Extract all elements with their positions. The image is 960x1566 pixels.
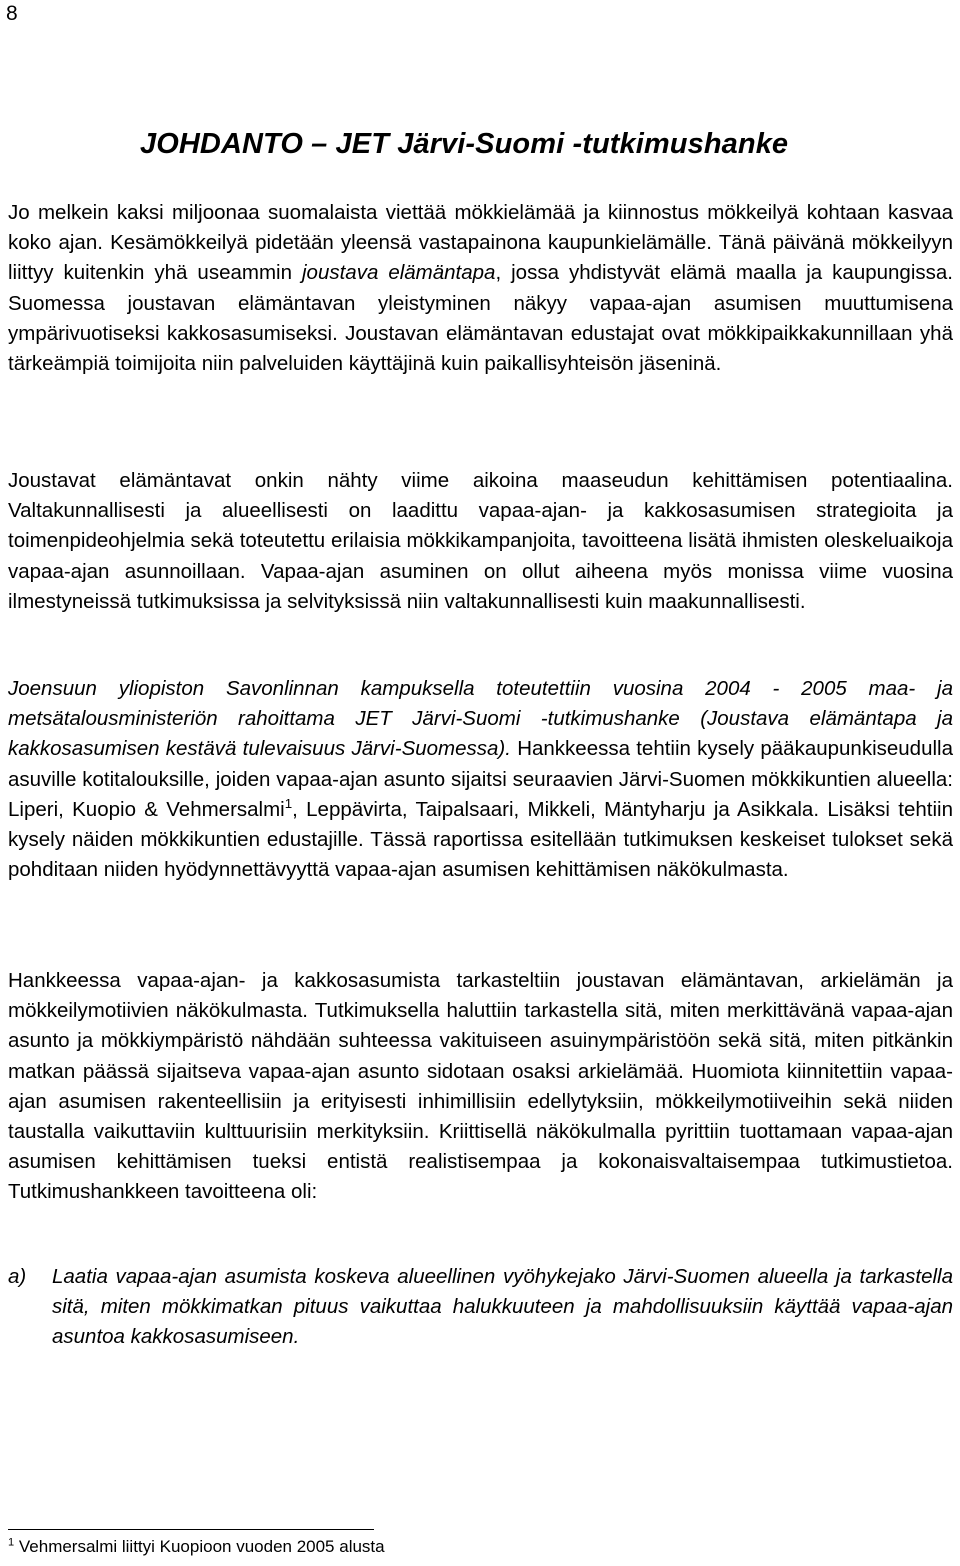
paragraph-text: Jo melkein kaksi miljoonaa suomalaista viettää mökkielämää ja kiinnostus mökkeilyä kohtaan kasvaa koko ajan. Kesämökkeilyä pidetään yleensä vastapainona kaupunkielämälle. Tänä päivänä mökkeilyyn liittyy kuitenkin yhä useammin bbox=[8, 201, 953, 285]
emphasis-text: joustava elämäntapa bbox=[301, 261, 496, 285]
page-number: 8 bbox=[6, 2, 18, 25]
paragraph-perspective: Hankkeessa vapaa-ajan- ja kakkosasumista tarkasteltiin joustavan elämäntavan, arkielämän ja mökkeilymotiivien näkökulmasta. Tutkimuksella haluttiin tarkastella sitä, miten merkittävänä vapaa-ajan asunto ja mökkiympäristö nähdään suhteessa vakituiseen asuinympäristöön sekä sitä, miten pitkänkin matkan päässä sijaitseva vapaa-ajan asunto sidotaan osaksi arkielämää. Huomiota kiinnitettiin vapaa-ajan asumisen rakenteellisiin ja erityisesti inhimillisiin edellytyksiin, mökkeilymotiiveihin sekä niiden taustalla vaikuttaviin kulttuurisiin merkityksiin. Kriittisellä näkökulmalla pyrittiin tuottamaan vapaa-ajan asumisen kehittämisen tueksi entistä realistisempaa ja kokonaisvaltaisempaa tutkimustietoa. Tutkimushankkeen tavoitteena oli: bbox=[8, 969, 953, 1204]
footnote-reference[interactable]: 1 bbox=[284, 795, 293, 811]
paragraph-intro bbox=[8, 198, 953, 379]
paragraph-text: Hankkeessa tehtiin kysely pääkaupunkiseudulla asuville kotitalouksille, joiden vapaa-ajan asunto sijaitsi seuraavien Järvi-Suomen mökkikuntien alueella: Liperi, Kuopio & Vehmersalmi bbox=[8, 737, 953, 821]
paragraph-project bbox=[8, 674, 953, 885]
footnote-divider bbox=[8, 1529, 374, 1530]
paragraph-text: , Leppävirta, Taipalsaari, Mikkeli, Mäntyharju ja Asikkala. Lisäksi tehtiin kysely näiden mökkikuntien edustajille. Tässä raportissa esitellään tutkimuksen keskeiset tulokset sekä pohditaan niiden hyödynnettävyyttä vapaa-ajan asumisen kehittämisen näkökulmasta. bbox=[8, 797, 953, 882]
list-item-text: Laatia vapaa-ajan asumista koskeva alueellinen vyöhykejako Järvi-Suomen alueella ja tarkastella sitä, miten mökkimatkan pituus vaikuttaa halukkuuteen ja mahdollisuuksiin käyttää vapaa-ajan asuntoa kakkosasumiseen. bbox=[52, 1265, 953, 1349]
paragraph-strategies: Joustavat elämäntavat onkin nähty viime aikoina maaseudun kehittämisen potentiaalina. Valtakunnallisesti ja alueellisesti on laadittu vapaa-ajan- ja kakkosasumisen strategioita ja toimenpideohjelmia sekä toteutettu erilaisia mökkikampanjoita, tavoitteena lisätä ihmisten oleskeluaikoja vapaa-ajan asunnoillaan. Vapaa-ajan asuminen on ollut aiheena myös monissa viime vuosina ilmestyneissä tutkimuksissa ja selvityksissä niin valtakunnallisesti kuin maakunnallisesti. bbox=[8, 469, 953, 613]
list-marker: a) bbox=[8, 1265, 27, 1288]
footnote-text: Vehmersalmi liittyi Kuopioon vuoden 2005 alusta bbox=[14, 1537, 385, 1556]
footnote-marker: 1 bbox=[8, 1536, 15, 1549]
paragraph-text: , jossa yhdistyvät elämä maalla ja kaupungissa. Suomessa joustavan elämäntavan yleistyminen näkyy vapaa-ajan asumisen muuttumisena ympärivuotiseksi kakkosasumiseksi. Joustavan elämäntavan edustajat ovat mökkipaikkakunnillaan yhä tärkeämpiä toimijoita niin palveluiden käyttäjinä kuin paikallisyhteisön jäseninä. bbox=[8, 261, 953, 376]
list-item bbox=[8, 1262, 953, 1353]
page-title: JOHDANTO – JET Järvi-Suomi -tutkimushanke bbox=[140, 128, 789, 160]
objectives-list bbox=[8, 1262, 953, 1353]
footnote bbox=[8, 1536, 385, 1558]
emphasis-text: Joensuun yliopiston Savonlinnan kampuksella toteutettiin vuosina 2004 - 2005 maa- ja metsätalousministeriön rahoittama JET Järvi-Suomi -tutkimushanke (Joustava elämäntapa ja kakkosasumisen kestävä tulevaisuus Järvi-Suomessa). bbox=[8, 677, 953, 761]
